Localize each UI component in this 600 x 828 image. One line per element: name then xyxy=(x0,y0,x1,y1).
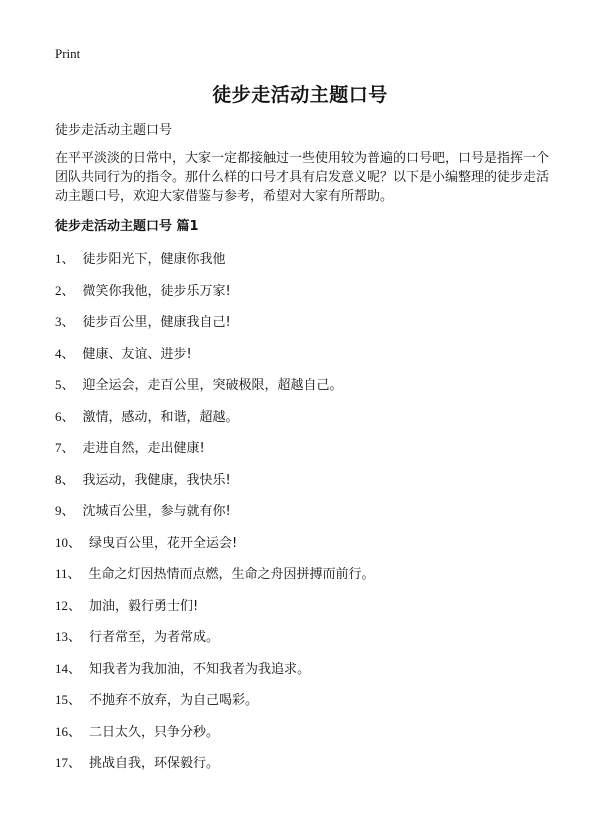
list-item-text: 不抛弃不放弃，为自己喝彩。 xyxy=(89,693,259,708)
list-item-number: 3、 xyxy=(55,314,75,329)
list-item xyxy=(55,721,555,753)
list-item-number: 7、 xyxy=(55,440,75,455)
list-item-number: 15、 xyxy=(55,692,82,707)
print-link[interactable]: Print xyxy=(55,46,81,61)
list-item-text: 沈城百公里，参与就有你! xyxy=(82,504,231,519)
list-item-number: 14、 xyxy=(55,660,82,676)
list-item xyxy=(55,437,555,469)
list-item xyxy=(55,689,555,721)
list-item-number: 13、 xyxy=(55,629,82,644)
list-item xyxy=(55,595,555,627)
list-item xyxy=(55,311,555,343)
list-item-text: 微笑你我他，徒步乐万家! xyxy=(82,283,231,299)
list-item-number: 12、 xyxy=(55,597,82,613)
section-heading: 徒步走活动主题口号 篇1 xyxy=(55,219,199,234)
intro-paragraph: 在平平淡淡的日常中，大家一定都接触过一些使用较为普遍的口号吧，口号是指挥一个团队共同行为的指令。那什么样的口号才具有启发意义呢？以下是小编整理的徒步走活动主题口号，欢迎大家借鉴与参考，希望对大家有所帮助。 xyxy=(55,151,550,204)
list-item-number: 17、 xyxy=(55,755,82,770)
list-item-text: 二日太久，只争分秒。 xyxy=(89,724,220,740)
list-item xyxy=(55,532,555,564)
list-item-text: 加油，毅行勇士们! xyxy=(89,598,199,614)
list-item-text: 走进自然，走出健康! xyxy=(82,441,205,456)
list-item xyxy=(55,626,555,658)
list-item-number: 4、 xyxy=(55,345,75,361)
list-item-number: 10、 xyxy=(55,534,82,550)
list-item-number: 1、 xyxy=(55,251,75,266)
list-item xyxy=(55,752,555,784)
list-item xyxy=(55,248,555,280)
list-item-text: 生命之灯因热情而点燃，生命之舟因拼搏而前行。 xyxy=(88,567,375,582)
list-item-number: 16、 xyxy=(55,723,82,739)
list-item-number: 6、 xyxy=(55,408,75,424)
document-subtitle: 徒步走活动主题口号 xyxy=(55,123,173,138)
list-item xyxy=(55,500,555,532)
list-item xyxy=(55,374,555,406)
list-item xyxy=(55,563,555,595)
list-item-text: 行者常至，为者常成。 xyxy=(89,630,220,645)
list-item-number: 11、 xyxy=(55,566,81,581)
list-item-text: 徒步阳光下，健康你我他 xyxy=(82,252,226,267)
list-item-text: 挑战自我，环保毅行。 xyxy=(89,756,220,771)
list-item-text: 我运动，我健康，我快乐! xyxy=(82,472,231,488)
list-item-text: 健康、友谊、进步! xyxy=(82,346,192,362)
list-item-text: 激情，感动，和谐，超越。 xyxy=(82,409,239,425)
list-item xyxy=(55,658,555,690)
page-title: 徒步走活动主题口号 xyxy=(212,84,388,106)
list-item-text: 徒步百公里，健康我自己! xyxy=(82,315,231,330)
slogan-list xyxy=(55,248,555,784)
list-item-number: 2、 xyxy=(55,282,75,298)
list-item-text: 绿曳百公里，花开全运会! xyxy=(89,535,238,551)
list-item-text: 迎全运会，走百公里，突破极限，超越自己。 xyxy=(82,378,343,393)
list-item-number: 8、 xyxy=(55,471,75,487)
list-item xyxy=(55,469,555,501)
list-item xyxy=(55,280,555,312)
list-item-text: 知我者为我加油，不知我者为我追求。 xyxy=(89,661,311,677)
list-item-number: 5、 xyxy=(55,377,75,392)
list-item-number: 9、 xyxy=(55,503,75,518)
list-item xyxy=(55,343,555,375)
list-item xyxy=(55,406,555,438)
